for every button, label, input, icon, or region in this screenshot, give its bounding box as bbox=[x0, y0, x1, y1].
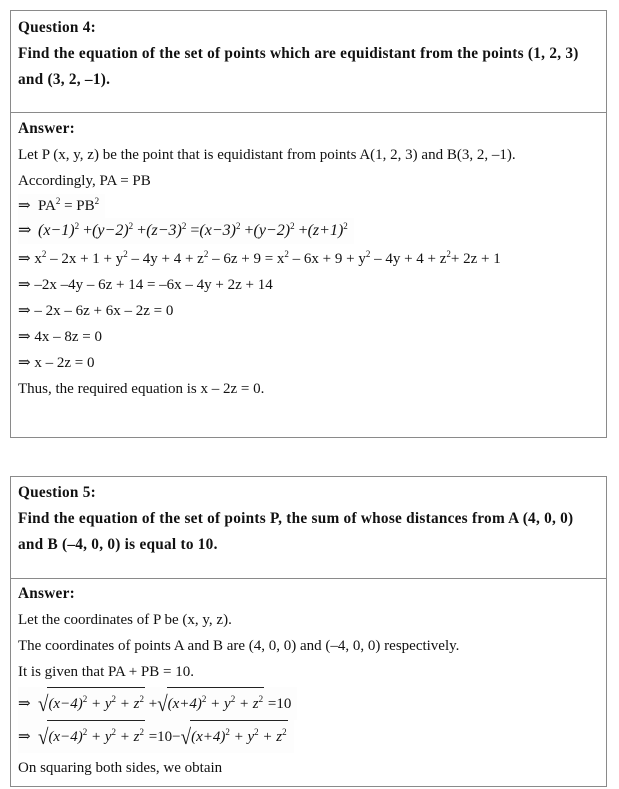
radicand-term: + y bbox=[210, 696, 231, 712]
equals-sign: = bbox=[64, 198, 73, 214]
radicand-term: + z bbox=[119, 696, 140, 712]
exponent: 2 bbox=[201, 694, 207, 704]
radicand-term: + z bbox=[262, 729, 283, 745]
step-final bbox=[18, 350, 599, 376]
exponent: 2 bbox=[284, 249, 289, 259]
exponent: 2 bbox=[123, 249, 128, 259]
radicand-term: (x+4) bbox=[191, 729, 226, 745]
equation-pa2-pb2 bbox=[18, 194, 599, 218]
radicand-term: (x−4) bbox=[48, 729, 83, 745]
answer-4-heading: Answer: bbox=[18, 120, 75, 137]
exponent: 2 bbox=[235, 221, 241, 231]
radicand-term: (x−4) bbox=[48, 696, 83, 712]
exponent: 2 bbox=[139, 727, 144, 737]
step-expand bbox=[18, 246, 599, 272]
question-5-prompt bbox=[11, 477, 606, 579]
step-part: + 2z + 1 bbox=[450, 251, 501, 267]
step-text: – 2x – 6z + 6x – 2z = 0 bbox=[34, 303, 174, 319]
exponent: 2 bbox=[225, 727, 230, 737]
equals-ten-minus: =10− bbox=[148, 729, 181, 745]
question-4-card bbox=[10, 10, 607, 438]
radical-icon: √ bbox=[38, 725, 49, 750]
step-part: – 2x + 1 + y bbox=[46, 251, 124, 267]
exponent: 2 bbox=[181, 221, 187, 231]
exponent: 2 bbox=[230, 694, 236, 704]
eq-rhs: PB bbox=[76, 198, 95, 214]
eq-lhs: PA bbox=[38, 198, 56, 214]
step-part: – 4y + 4 + z bbox=[127, 251, 204, 267]
exponent: 2 bbox=[365, 249, 371, 259]
exponent: 2 bbox=[94, 196, 100, 206]
exponent: 2 bbox=[128, 221, 134, 231]
equation-squared-distances: ⇒ $(x-1)^2 +(y-2)^2 +(z-3)^2 =(x-3)^2 +(y-2)^2 +(z+1)^2$ bbox=[18, 218, 599, 244]
step-rearrange bbox=[18, 298, 599, 324]
implies-icon: ⇒ bbox=[18, 329, 31, 345]
radicand-term: + y bbox=[233, 729, 255, 745]
implies-icon: ⇒ bbox=[18, 277, 31, 293]
exponent: 2 bbox=[41, 249, 47, 259]
exponent: 2 bbox=[111, 694, 116, 704]
radical-icon: √ bbox=[180, 725, 192, 750]
question-5-answer bbox=[11, 579, 606, 781]
question-5-text-line-1: Find the equation of the set of points P, the sum of whose distances from A (4, 0, 0) bbox=[18, 510, 574, 527]
exponent: 2 bbox=[290, 221, 295, 231]
radical-icon: √ bbox=[157, 692, 168, 717]
question-4-prompt bbox=[11, 11, 606, 113]
question-5-text-line-2: and B (–4, 0, 0) is equal to 10. bbox=[18, 536, 218, 553]
term: (z−3) bbox=[146, 222, 182, 239]
radicand-term: + z bbox=[238, 696, 259, 712]
step-part: – 4y + 4 + z bbox=[370, 251, 447, 267]
implies-icon: ⇒ bbox=[18, 303, 31, 319]
exponent: 2 bbox=[82, 727, 88, 737]
question-5-card bbox=[10, 476, 607, 787]
radicand-term: + y bbox=[90, 729, 112, 745]
question-4-heading: Question 4: bbox=[18, 19, 96, 36]
square-root bbox=[157, 687, 264, 720]
radicand-term: + y bbox=[90, 696, 112, 712]
exponent: 2 bbox=[111, 727, 116, 737]
implies-icon: ⇒ bbox=[18, 729, 31, 745]
exponent: 2 bbox=[74, 221, 80, 231]
radicand-term: + z bbox=[119, 729, 140, 745]
term: (y−2) bbox=[253, 222, 291, 239]
exponent: 2 bbox=[139, 694, 144, 704]
term: (z+1) bbox=[307, 222, 344, 239]
radical-icon: √ bbox=[38, 692, 49, 717]
step-text: –2x –4y – 6z + 14 = –6x – 4y + 2z + 14 bbox=[34, 277, 273, 293]
answer-4-conclusion: Thus, the required equation is x – 2z = 0. bbox=[18, 381, 265, 397]
implies-icon: ⇒ bbox=[18, 355, 31, 371]
implies-icon: ⇒ bbox=[18, 198, 31, 214]
exponent: 2 bbox=[446, 249, 451, 259]
step-part: x bbox=[34, 251, 42, 267]
equals-value: =10 bbox=[267, 696, 292, 712]
exponent: 2 bbox=[203, 249, 209, 259]
step-part: – 6z + 9 = x bbox=[208, 251, 285, 267]
answer-5-final-line: On squaring both sides, we obtain bbox=[18, 760, 223, 776]
exponent: 2 bbox=[282, 727, 287, 737]
answer-5-heading: Answer: bbox=[18, 585, 75, 602]
implies-icon: ⇒ bbox=[18, 696, 31, 712]
answer-5-line-1: Let the coordinates of P be (x, y, z). bbox=[18, 612, 232, 628]
equation-isolate-root bbox=[18, 720, 599, 753]
exponent: 2 bbox=[82, 694, 88, 704]
question-5-heading: Question 5: bbox=[18, 484, 96, 501]
answer-4-line-1: Let P (x, y, z) be the point that is equidistant from points A(1, 2, 3) and B(3, 2, –1). bbox=[18, 147, 516, 163]
step-simplify bbox=[18, 272, 599, 298]
question-4-text-line-2: and (3, 2, –1). bbox=[18, 71, 111, 88]
square-root bbox=[38, 687, 145, 720]
radicand-term: (x+4) bbox=[167, 696, 202, 712]
implies-icon: ⇒ bbox=[18, 222, 32, 239]
exponent: 2 bbox=[258, 694, 264, 704]
answer-5-line-3: It is given that PA + PB = 10. bbox=[18, 664, 194, 680]
square-root bbox=[181, 720, 288, 753]
square-root bbox=[38, 720, 145, 753]
exponent: 2 bbox=[55, 196, 61, 206]
exponent: 2 bbox=[343, 221, 348, 231]
equation-sum-of-distances bbox=[18, 687, 599, 720]
term: (x−1) bbox=[38, 222, 75, 239]
term: (y−2) bbox=[92, 222, 129, 239]
answer-4-line-2: Accordingly, PA = PB bbox=[18, 173, 151, 189]
step-combine bbox=[18, 324, 599, 350]
plus-sign: + bbox=[148, 696, 158, 712]
step-text: 4x – 8z = 0 bbox=[34, 329, 102, 345]
implies-icon: ⇒ bbox=[18, 251, 31, 267]
answer-5-line-2: The coordinates of points A and B are (4, 0, 0) and (–4, 0, 0) respectively. bbox=[18, 638, 460, 654]
question-4-answer bbox=[11, 113, 606, 437]
step-part: – 6x + 9 + y bbox=[288, 251, 366, 267]
term: (x−3) bbox=[199, 222, 236, 239]
exponent: 2 bbox=[254, 727, 259, 737]
step-text: x – 2z = 0 bbox=[34, 355, 95, 371]
question-4-text-line-1: Find the equation of the set of points which are equidistant from the points (1, 2, 3) bbox=[18, 45, 579, 62]
